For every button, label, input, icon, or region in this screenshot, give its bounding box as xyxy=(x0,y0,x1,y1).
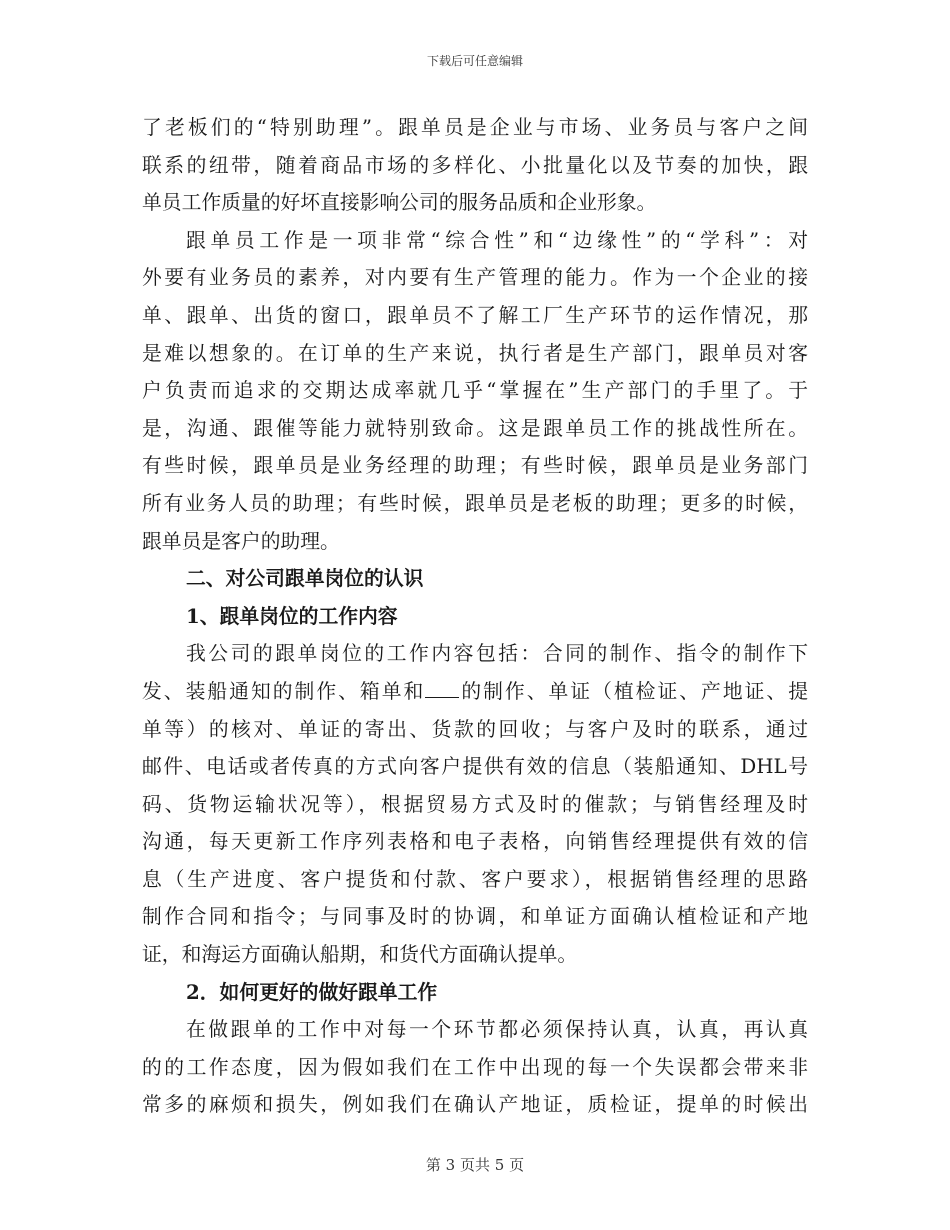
paragraph-line: 跟单员工作是一项非常“综合性”和“边缘性”的“学科”：对 xyxy=(186,228,808,252)
paragraph-line: 我公司的跟单岗位的工作内容包括：合同的制作、指令的制作下 xyxy=(186,642,808,666)
paragraph-line: 在做跟单的工作中对每一个环节都必须保持认真，认真，再认真 xyxy=(186,1018,808,1042)
paragraph-line: 制作合同和指令；与同事及时的协调，和单证方面确认植检证和产地 xyxy=(142,905,808,929)
paragraph-line: 单、跟单、出货的窗口，跟单员不了解工厂生产环节的运作情况，那 xyxy=(142,303,808,327)
paragraph-line: 码、货物运输状况等），根据贸易方式及时的催款；与销售经理及时 xyxy=(142,792,808,816)
text-segment: 的制作、单证（植检证、产地证、提 xyxy=(459,679,808,703)
paragraph-line: 单员工作质量的好坏直接影响公司的服务品质和企业形象。 xyxy=(142,191,657,215)
paragraph-line: 外要有业务员的素养，对内要有生产管理的能力。作为一个企业的接 xyxy=(142,266,808,290)
paragraph-line: 跟单员是客户的助理。 xyxy=(142,529,340,553)
page-number: 第 3 页共 5 页 xyxy=(425,1156,525,1174)
paragraph-line: 是难以想象的。在订单的生产来说，执行者是生产部门，跟单员对客 xyxy=(142,341,808,365)
subsection-heading: 2．如何更好的做好跟单工作 xyxy=(186,979,438,1004)
paragraph-line: 常多的麻烦和损失，例如我们在确认产地证，质检证，提单的时候出 xyxy=(142,1093,808,1117)
paragraph-line: 证，和海运方面确认船期，和货代方面确认提单。 xyxy=(142,943,578,967)
paragraph-line: 户负责而追求的交期达成率就几乎“掌握在”生产部门的手里了。于 xyxy=(142,379,808,403)
paragraph-line: 沟通，每天更新工作序列表格和电子表格，向销售经理提供有效的信 xyxy=(142,830,808,854)
paragraph-line: 是，沟通、跟催等能力就特别致命。这是跟单员工作的挑战性所在。 xyxy=(142,416,808,440)
paragraph-line-with-blank xyxy=(142,673,808,711)
section-heading: 二、对公司跟单岗位的认识 xyxy=(186,566,424,591)
paragraph-line: 了老板们的“特别助理”。跟单员是企业与市场、业务员与客户之间 xyxy=(142,116,808,139)
subsection-heading: 1、跟单岗位的工作内容 xyxy=(186,603,398,628)
paragraph-line: 有些时候，跟单员是业务经理的助理；有些时候，跟单员是业务部门 xyxy=(142,454,808,478)
paragraph-line: 息（生产进度、客户提货和付款、客户要求），根据销售经理的思路 xyxy=(142,867,808,891)
paragraph-line: 单等）的核对、单证的寄出、货款的回收；与客户及时的联系，通过 xyxy=(142,717,808,741)
page-header-note: 下载后可任意编辑 xyxy=(426,54,523,68)
paragraph-line: 所有业务人员的助理；有些时候，跟单员是老板的助理；更多的时候， xyxy=(142,491,808,515)
paragraph-line: 邮件、电话或者传真的方式向客户提供有效的信息（装船通知、DHL号 xyxy=(142,755,808,779)
text-segment: 发、装船通知的制作、箱单和 xyxy=(142,679,426,703)
paragraph-line: 的的工作态度，因为假如我们在工作中出现的每一个失误都会带来非 xyxy=(142,1055,808,1079)
document-body xyxy=(142,109,808,1124)
paragraph-line: 联系的纽带，随着商品市场的多样化、小批量化以及节奏的加快，跟 xyxy=(142,153,808,177)
fill-in-blank xyxy=(425,677,459,698)
